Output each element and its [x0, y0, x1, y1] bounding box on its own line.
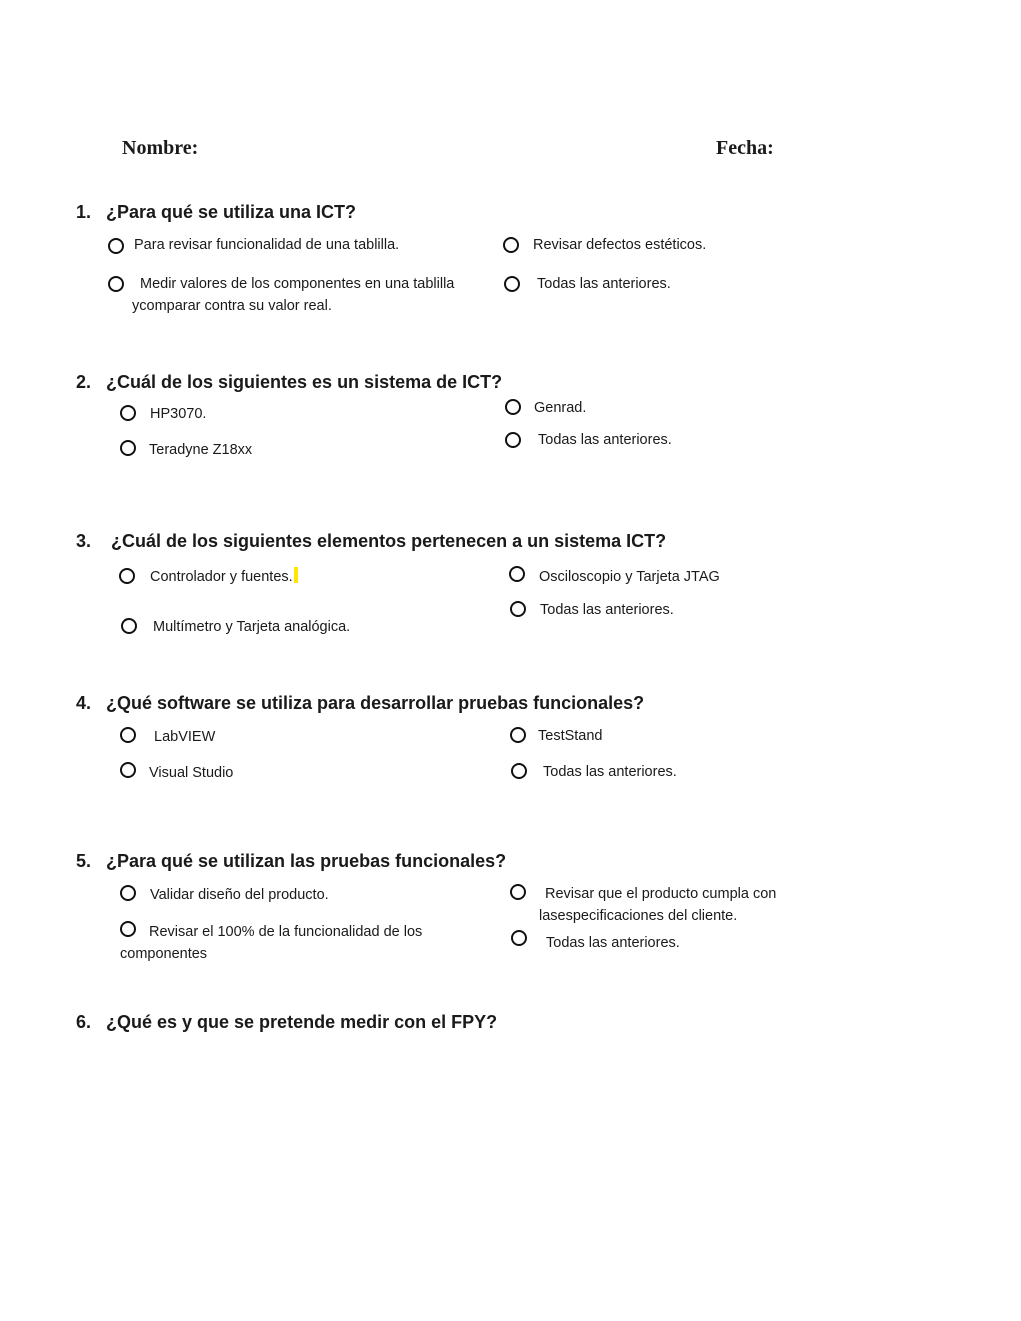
option-label: Todas las anteriores. [538, 432, 672, 448]
option-label-continued: componentes [120, 946, 208, 962]
question-text: ¿Cuál de los siguientes elementos pertenecen a un sistema ICT? [111, 531, 667, 551]
name-label: Nombre: [122, 137, 199, 159]
question-text: ¿Para qué se utiliza una ICT? [106, 202, 357, 222]
option-radio[interactable] [503, 237, 519, 253]
option-label-continued: lasespecificaciones del cliente. [539, 908, 738, 924]
highlight-mark [294, 567, 298, 583]
option-label: Osciloscopio y Tarjeta JTAG [539, 569, 720, 585]
question-1 [76, 202, 356, 223]
option-radio[interactable] [108, 238, 124, 254]
option-label [150, 566, 298, 588]
option-radio[interactable] [120, 921, 136, 937]
question-text: ¿Para qué se utilizan las pruebas funcionales? [106, 851, 507, 871]
option-label-continued: ycomparar contra su valor real. [132, 298, 332, 314]
option-radio[interactable] [511, 930, 527, 946]
option-radio[interactable] [120, 405, 136, 421]
option-label: Visual Studio [149, 765, 234, 781]
option-label: Todas las anteriores. [540, 602, 674, 618]
option-text: Controlador y fuentes. [150, 569, 293, 585]
question-number: 6. [76, 1012, 92, 1032]
option-label: Revisar el 100% de la funcionalidad de los [149, 924, 423, 940]
date-label: Fecha: [716, 137, 774, 159]
option-radio[interactable] [121, 618, 137, 634]
option-label: Todas las anteriores. [537, 276, 671, 292]
question-3 [76, 531, 666, 552]
option-radio[interactable] [120, 762, 136, 778]
option-label: HP3070. [150, 406, 207, 422]
question-number: 3. [76, 531, 92, 551]
option-label: Genrad. [534, 400, 587, 416]
option-label: Todas las anteriores. [543, 764, 677, 780]
option-label: Para revisar funcionalidad de una tablilla. [134, 237, 400, 253]
option-label: Medir valores de los componentes en una tablilla [140, 276, 455, 292]
option-label: Teradyne Z18xx [149, 442, 253, 458]
option-label: LabVIEW [154, 729, 216, 745]
question-text: ¿Qué software se utiliza para desarrollar pruebas funcionales? [106, 693, 645, 713]
question-text: ¿Qué es y que se pretende medir con el FPY? [106, 1012, 498, 1032]
option-label: Revisar que el producto cumpla con [545, 886, 777, 902]
option-radio[interactable] [504, 276, 520, 292]
question-number: 5. [76, 851, 92, 871]
question-6 [76, 1012, 497, 1033]
option-label: TestStand [538, 728, 603, 744]
option-radio[interactable] [510, 884, 526, 900]
option-radio[interactable] [510, 601, 526, 617]
option-radio[interactable] [509, 566, 525, 582]
option-radio[interactable] [505, 432, 521, 448]
option-label: Revisar defectos estéticos. [533, 237, 707, 253]
question-number: 2. [76, 372, 92, 392]
question-4 [76, 693, 644, 714]
option-radio[interactable] [119, 568, 135, 584]
option-radio[interactable] [120, 727, 136, 743]
question-5 [76, 851, 506, 872]
question-2 [76, 372, 502, 393]
question-number: 4. [76, 693, 92, 713]
question-text: ¿Cuál de los siguientes es un sistema de ICT? [106, 372, 503, 392]
option-radio[interactable] [510, 727, 526, 743]
option-radio[interactable] [505, 399, 521, 415]
option-radio[interactable] [511, 763, 527, 779]
option-label: Validar diseño del producto. [150, 887, 329, 903]
option-label: Multímetro y Tarjeta analógica. [153, 619, 351, 635]
option-radio[interactable] [120, 885, 136, 901]
option-radio[interactable] [108, 276, 124, 292]
option-label: Todas las anteriores. [546, 935, 680, 951]
question-number: 1. [76, 202, 92, 222]
option-radio[interactable] [120, 440, 136, 456]
